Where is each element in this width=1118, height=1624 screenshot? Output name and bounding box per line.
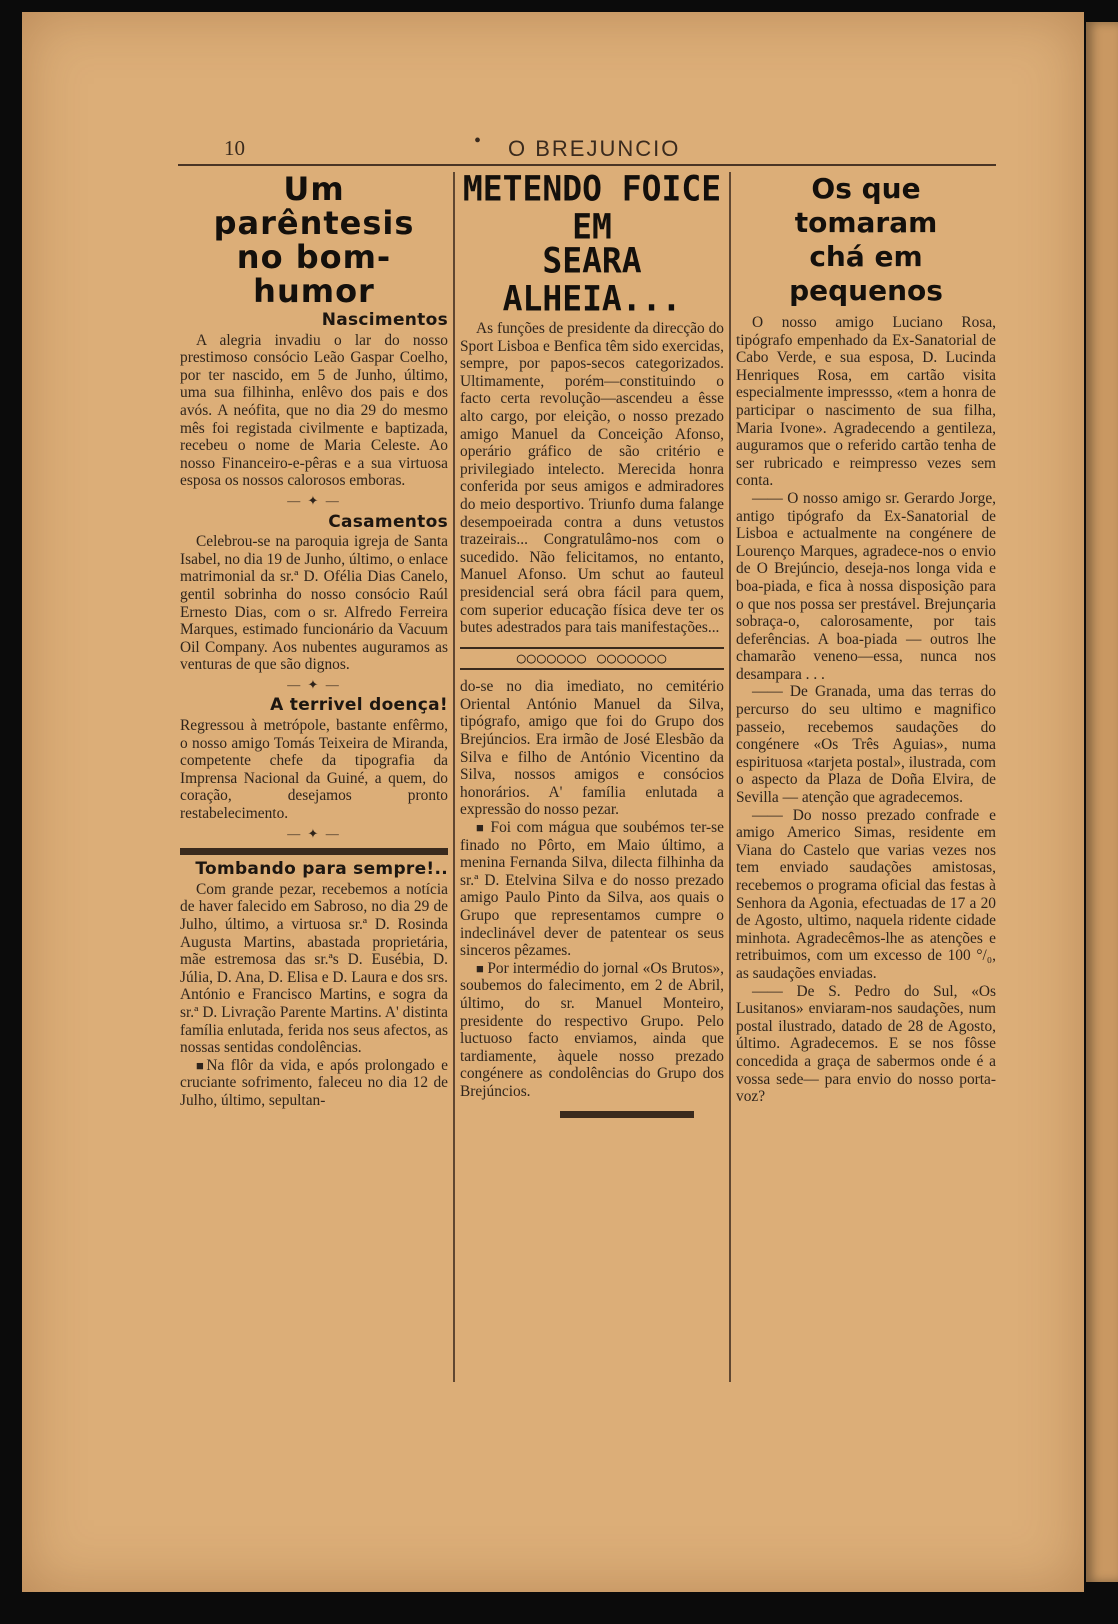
- article-text-body: Na flôr da vida, e após prolongado e cruciante sofrimento, faleceu no dia 12 de Julho, último, sepultan-: [180, 1056, 449, 1109]
- newspaper-title: O BREJUNCIO: [508, 136, 681, 161]
- section-title-casamentos: Casamentos: [328, 511, 448, 532]
- article-text: [180, 1057, 448, 1110]
- page-header: [178, 132, 996, 162]
- headline-line: chá em pequenos: [789, 240, 943, 307]
- column-divider: [729, 172, 731, 1382]
- ornamental-divider: ○○○○○○○ ○○○○○○○: [460, 647, 724, 671]
- separator: — ✦ —: [287, 825, 341, 841]
- section-title-nascimentos: Nascimentos: [321, 310, 448, 330]
- headline-line: METENDO FOICE EM: [462, 168, 722, 247]
- article-text-body: Por intermédio do jornal «Os Brutos», soubemos do falecimento, em 2 de Abril, último, do sr. Manuel Monteiro, presidente do respectivo Grupo. Pelo luctuoso facto enviamos, ainda que tardiamente, àquele nosso prezado congénere as condolências do Grupo dos Brejúncios.: [460, 959, 724, 1100]
- article-text: —— Do nosso prezado confrade e amigo Americo Simas, residente em Viana do Castelo que varias vezes nos tem enviado saudações amistosas, recebemos o programa oficial das festas à Senhora da Agonia, efectuadas de 17 a 20 de Agosto, ultimo, naquela ridente cidade minhota. Agradecêmos-lhe as atenções e retribuimos, com um excesso de 100 °/₀, as saudações enviadas.: [736, 806, 996, 982]
- article-text: Celebrou-se na paroquia igreja de Santa Isabel, no dia 19 de Junho, último, o enlace matrimonial da sr.ª D. Ofélia Dias Canelo, gentil sobrinha do nosso consócio Raúl Ernesto Dias, com o sr. Alfredo Ferreira Marques, estimado funcionário da Vacuum Oil Company. Aos nubentes auguramos as venturas de que são dignos.: [180, 533, 448, 674]
- header-rule: [178, 164, 996, 166]
- section-title-doenca: A terrivel doença!: [270, 695, 448, 716]
- black-bar: [180, 848, 448, 855]
- article-text: Com grande pezar, recebemos a notícia de haver falecido em Sabroso, no dia 29 de Julho, último, a virtuosa sr.ª D. Rosinda Augusta Martins, abastada proprietária, mãe estremosa das sr.ªs D. Eusébia, D. Júlia, D. Ana, D. Elisa e D. Laura e dos srs. António e Francisco Martins, e sogra da sr.ª D. Livração Parente Martins. A' distinta família enlutada, ferida nos seus afectos, as nossas sentidas condolências.: [180, 880, 448, 1057]
- article-text: do-se no dia imediato, no cemitério Oriental António Manuel da Silva, tipógrafo, amigo que foi do Grupo dos Brejúncios. Era irmão de José Elesbão da Silva e filho de António Vicentino da Silva, nossos amigos e consócios honorários. A' família enlutada a expressão do nosso pezar.: [460, 678, 724, 819]
- article-text: O nosso amigo Luciano Rosa, tipógrafo empenhado da Ex-Sanatorial de Cabo Verde, e sua esposa, D. Lucinda Henriques Rosa, em cartão visita especialmente impressso, «tem a honra de participar o nascimento de sua filha, Maria Ivone». Agradecendo a gentileza, auguramos que o referido cartão tenha de ser rubricado e reimpresso vezes sem conta.: [736, 314, 996, 490]
- headline-line: SEARA ALHEIA...: [502, 240, 682, 319]
- article-text: —— O nosso amigo sr. Gerardo Jorge, antigo tipógrafo da Ex-Sanatorial de Lisboa e actualmente na congénere de Lourenço Marques, agradece-nos o envio de O Brejúncio, deseja-nos longa vida e boa-piada, e fica à nossa disposição para o que nos possa ser prestável. Brejunçaria sobraça-o, calorosamente, por tais deferências. A boa-piada — outros lhe chamarão veneno—essa, nunca nos desampara . . .: [736, 489, 996, 683]
- article-text-body: Foi com mágua que soubémos ter-se finado no Pôrto, em Maio último, a menina Fernanda Silva, dilecta filhinha da sr.ª D. Etelvina Silva e do nosso prezado amigo Paulo Pinto da Silva, aos quais o Grupo que representamos cumpre o indeclinável dever de patentear os seus sinceros pêzames.: [460, 819, 724, 960]
- article-text: [460, 960, 724, 1101]
- separator: — ✦ —: [287, 676, 341, 692]
- headline-line: Um parêntesis: [213, 170, 415, 242]
- headline-line: no bom-humor: [236, 238, 392, 310]
- square-bullet-icon: ■: [476, 820, 491, 836]
- column-1: [180, 172, 448, 1110]
- article-text: —— De Granada, uma das terras do percurso do seu ultimo e magnifico passeio, recebemos saudações do congénere «Os Três Aguias», numa espirituosa «tarjeta postal», ilustrada, com o aspecto da Plaza de Doña Elvira, de Sevilla — atenção que agradecemos.: [736, 683, 996, 807]
- column-divider: [453, 172, 455, 1382]
- column-3: [736, 172, 996, 1106]
- page-number: 10: [224, 136, 245, 160]
- page-fold-edge: [1086, 22, 1118, 1582]
- separator: — ✦ —: [287, 492, 341, 508]
- black-bar: [560, 1111, 694, 1118]
- header-dot-icon: •: [474, 130, 482, 152]
- section-title-tombando: Tombando para sempre!..: [195, 859, 448, 880]
- article-text: A alegria invadiu o lar do nosso prestimoso consócio Leão Gaspar Coelho, por ter nascido, em 5 de Junho, último, uma sua filhinha, enlêvo dos pais e dos avós. A neófita, que no dia 29 do mesmo mês foi registada civilmente e baptizada, recebeu o nome de Maria Celeste. Ao nosso Financeiro-e-pêras e a sua virtuosa esposa os nossos calorosos emboras.: [180, 331, 448, 490]
- article-text: Regressou à metrópole, bastante enfêrmo, o nosso amigo Tomás Teixeira de Miranda, competente chefe da tipografia da Imprensa Nacional da Guiné, a quem, do coração, desejamos pronto restabelecimento.: [180, 717, 448, 823]
- square-bullet-icon: ■: [476, 960, 488, 976]
- headline-line: Os que tomaram: [794, 172, 938, 239]
- article-text: [460, 819, 724, 960]
- square-bullet-icon: ■: [196, 1057, 207, 1073]
- column-2: [460, 168, 724, 1118]
- article-text: —— De S. Pedro do Sul, «Os Lusitanos» enviaram-nos saudações, num postal ilustrado, datado de 28 de Agosto, último. Agradecemos. E se nos fôsse concedida a graça de sabermos onde é a vossa sede— para envio do nosso porta-voz?: [736, 982, 996, 1106]
- article-text: As funções de presidente da direcção do Sport Lisboa e Benfica têm sido exercidas, sempre, por papos-secos categorizados. Ultimamente, porém—constituindo o facto certa revolução—ascendeu a êsse alto cargo, por eleição, o nosso prezado amigo Manuel da Conceição Afonso, operário gráfico de são critério e privilegiado intelecto. Merecida honra conferida por seus amigos e admiradores do meio desportivo. Triunfo duma falange desempoeirada contra a duns vetustos trazeirais... Congratulâmo-nos com o sucedido. Não felicitamos, no entanto, Manuel Afonso. Um schut ao fauteul presidencial será obra fácil para quem, com superior educação física deve ter os butes adestrados para tais manifestações...: [460, 320, 724, 637]
